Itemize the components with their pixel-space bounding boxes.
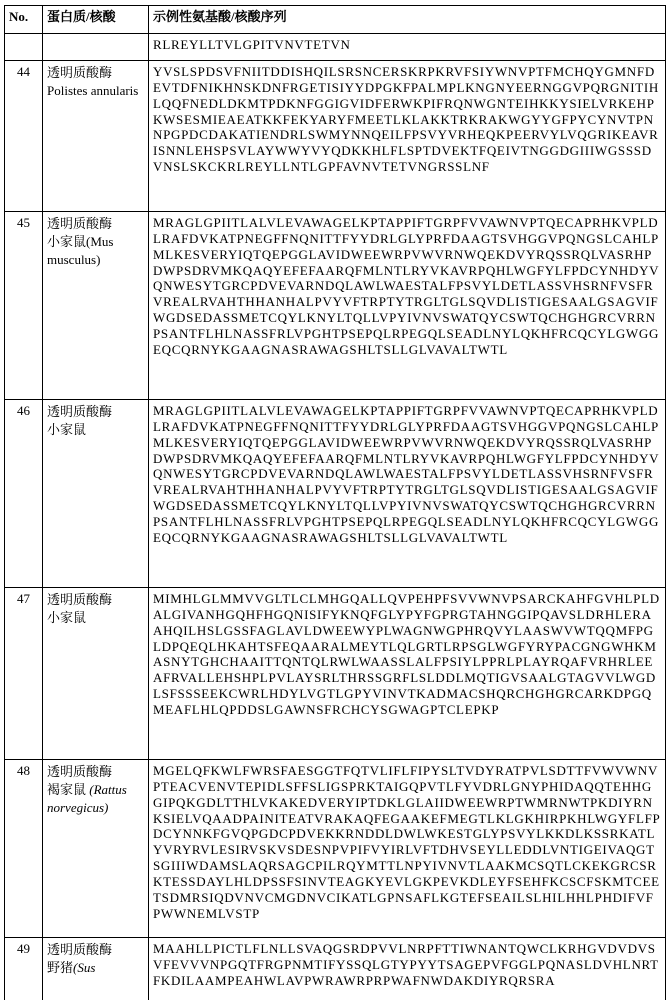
sequence-cell — [149, 588, 666, 760]
header-sequence: 示例性氨基酸/核酸序列 — [149, 6, 666, 34]
protein-name: 透明质酸酶 — [47, 216, 113, 231]
protein-name: 透明质酸酶 — [47, 65, 113, 80]
protein-cell — [43, 588, 149, 760]
row-number — [5, 34, 43, 61]
protein-name: 透明质酸酶 — [47, 404, 113, 419]
row-number: 48 — [5, 760, 43, 938]
protein-cell — [43, 760, 149, 938]
protein-cell — [43, 938, 149, 1000]
header-protein: 蛋白质/核酸 — [43, 6, 149, 34]
row-number: 49 — [5, 938, 43, 1000]
sequence-cell — [149, 34, 666, 61]
table-row — [5, 400, 666, 588]
sequence-text: MRAGLGPIITLALVLEVAWAGELKPTAPPIFTGRPFVVAWNVPTQECAPRHKVPLDLRAFDVKATPNEGFFNQNITTFYYDRLGLYPRFDAAGTSVHGGVPQNGSLCAHLPMLKESVERYIQTQEPGGLAVIDWEEWRPVWVRNWQEKDVYRQSSRQLVASRHPDWPSDRVMKQAQYEFEFAARQFMLNTLRYVKAVRPQHLWGFYLFPDCYNHDYVQNWESYTGRCPDVEVARNDQLAWLWAESTALFPSVYLDETLASSVHSRNFVSFRVREALRVAHTHHANHALPVYVFTRPTYTRGLTGLSQVDLISTIGESAALGSAGVIFWGDSEDASSMETCQYLKNYLTQLLVPYIVNVSWATQYCSWTQCHGHGRCVRRNPSANTFLHLNASSFRLVPGHTPSEPQLRPEGQLSEADLNYLQKHFRCQCYLGWGGEQCQRNYKGAAGNASRAWAGSHLTSLLGLVAVALTWTL — [153, 215, 660, 357]
table-row — [5, 938, 666, 1000]
sequence-cell — [149, 400, 666, 588]
table-header-row — [5, 6, 666, 34]
table-row — [5, 760, 666, 938]
sequence-text: YVSLSPDSVFNIITDDISHQILSRSNCERSKRPKRVFSIYWNVPTFMCHQYGMNFDEVTDFNIKHNSKDNFRGETISIYYDPGKFPALMPLKNGNYEERNGGVPQRGNITIHLQQFNEDLDKMTPDKNFGGIGVIDFERWKPIFRQNWGNTEIHKKYSIELVRKEHPKWSESMIEAEATKKFEKYARYFMEETLKLAKKTRKRAKWGYYGFPYCYNVTPNNPGPDCDAKATIENDRLSWMYNNQEILFPSVYVRHEQKPEERVYLVQGRIKEAVRISNNLEHSPSVLAYWWYVYQDKKHLFLSPTDVEKTFQEIVTNGGDGIIIWGSSSDVNSLSKCKRLREYLLNTLGPFAVNVTETVNGRSSLNF — [153, 64, 660, 175]
table-row — [5, 34, 666, 61]
row-number: 45 — [5, 212, 43, 400]
sequence-text: MRAGLGPIITLALVLEVAWAGELKPTAPPIFTGRPFVVAWNVPTQECAPRHKVPLDLRAFDVKATPNEGFFNQNITTFYYDRLGLYPRFDAAGTSVHGGVPQNGSLCAHLPMLKESVERYIQTQEPGGLAVIDWEEWRPVWVRNWQEKDVYRQSSRQLVASRHPDWPSDRVMKQAQYEFEFAARQFMLNTLRYVKAVRPQHLWGFYLFPDCYNHDYVQNWESYTGRCPDVEVARNDQLAWLWAESTALFPSVYLDETLASSVHSRNFVSFRVREALRVAHTHHANHALPVYVFTRPTYTRGLTGLSQVDLISTIGESAALGSAGVIFWGDSEDASSMETCQYLKNYLTQLLVPYIVNVSWATQYCSWTQCHGHGRCVRRNPSANTFLHLNASSFRLVPGHTPSEPQLRPEGQLSEADLNYLQKHFRCQCYLGWGGEQCQRNYKGAAGNASRAWAGSHLTSLLGLVAVALTWTL — [153, 403, 660, 545]
protein-cell — [43, 61, 149, 212]
header-no: No. — [5, 6, 43, 34]
sequence-text: MAAHLLPICTLFLNLLSVAQGSRDPVVLNRPFTTIWNANTQWCLKRHGVDVDVSVFEVVVNPGQTFRGPNMTIFYSSQLGTYPYYTSAGEPVFGGLPQNASLDVHLNRTFKDILAAMPEAHWLAVPWRAWRPRPWAFNWDAKDIYRQRSRA — [153, 941, 659, 988]
protein-species: 小家鼠 — [47, 422, 87, 438]
sequence-cell — [149, 760, 666, 938]
sequence-cell — [149, 212, 666, 400]
sequence-cell — [149, 61, 666, 212]
protein-cell — [43, 212, 149, 400]
protein-name: 透明质酸酶 — [47, 592, 113, 607]
table-row — [5, 61, 666, 212]
table-row — [5, 212, 666, 400]
row-number: 46 — [5, 400, 43, 588]
protein-name: 透明质酸酶 — [47, 942, 113, 957]
protein-species: 褐家鼠 (Rattus norvegicus) — [47, 782, 127, 816]
protein-cell — [43, 34, 149, 61]
row-number: 44 — [5, 61, 43, 212]
protein-species: 野猪(Sus — [47, 960, 96, 976]
protein-species: 小家鼠 — [47, 610, 87, 626]
sequence-cell — [149, 938, 666, 1000]
table-row — [5, 588, 666, 760]
protein-species: Polistes annularis — [47, 83, 139, 99]
sequence-text: RLREYLLTVLGPITVNVTETVN — [153, 37, 351, 52]
protein-name: 透明质酸酶 — [47, 764, 113, 779]
sequence-table — [4, 5, 666, 1000]
row-number: 47 — [5, 588, 43, 760]
sequence-text: MGELQFKWLFWRSFAESGGTFQTVLIFLFIPYSLTVDYRATPVLSDTTFVWVWNVPTEACVENVTEPIDLSFFSLIGSPRKTAIGQPVTLFYVDRLGNYPHIDAQQTEHHGGIPQKGDLTTHLVKAKEDVERYIPTDKLGLAIIDWEEWRPTWMRNWTPKDIYRNKSIELVQAADPAINITEATVRAKAQFEGAAKEFMEGTLKLGKHIRPKHLWGYFLFPDCYNNKFGVQPGDCPDVEKKRNDDLDWLWKESTGLYPSVYLKKDLKSSRKATLYVRYRVLESIRVSKVSDESNPVPIFVYIRLVFTDHVSEYLLEDDLVNTIGEIVAQGTSGIIIWDAMSLAQRSAGCPILRQYMTTLNPYIVNVTLAAKMCSQTLCKEKGRCSRKTESSDAYLHLDPSSFSINVTEAGKYEVLGKPEVKDLEYFSEHFKCSCFSKMTCEETSDMRSIQDVNVCMGDNVCIKATLGPNSAFLKGTEFSEAILSLHILHHLPHDIFVFPWWNEMLVSTP — [153, 763, 661, 921]
sequence-text: MIMHLGLMMVVGLTLCLMHGQALLQVPEHPFSVVWNVPSARCKAHFGVHLPLDALGIVANHGQHFHGQNISIFYKNQFGLYPYFGPRGTAHNGGIPQAVSLDRHLERAAHQILHSLGSSFAGLAVLDWEEWYPLWAGNWGPHRQVYLAASWVWTQQMFPGLDPQEQLHKAHTSFEQAARALMEYTLQLGRTLRPSGLWGFYRYPACGNGWHKMASNYTGHCHAAITTQNTQLRWLWAASSLALFPSIYLPPRLPLAYRQAFVRHRLEEAFRVALLEHSHPLPVLAYSRLTHRSSGRFLSLDDLMQTIGVSAALGTAGVVLWGDLSFSSSEEKCWRLHDYLVGTLGPYVINVTKADMACSHQRCHGHGRCARKDPGQMEAFLHLQPDDSLGAWNSFRCHCYSGWAGPTCLEPKP — [153, 591, 660, 718]
protein-species: 小家鼠(Mus musculus) — [47, 234, 114, 268]
protein-cell — [43, 400, 149, 588]
